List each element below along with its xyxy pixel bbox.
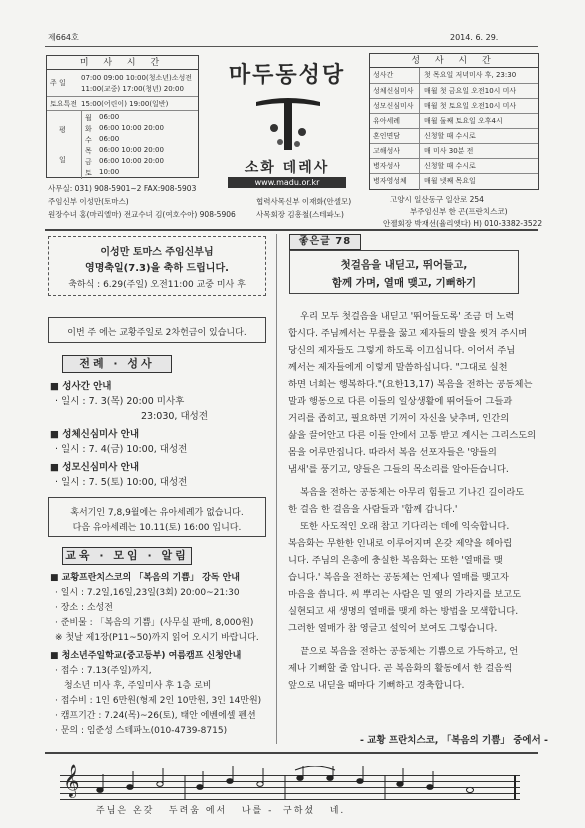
feast-line-3: 축하식 : 6.29(주일) 오전11:00 교중 미사 후 <box>68 280 246 290</box>
weekday-day: 목 <box>85 147 92 155</box>
parish-url[interactable]: www.madu.or.kr <box>228 177 346 188</box>
saturday-label: 토요특전 <box>50 100 78 108</box>
weekday-times: 10:00 <box>99 168 120 176</box>
reflection-line: 말과 행동으로 다른 이들의 일상생활에 뛰어들어 그들과 <box>288 396 513 407</box>
sunday-times-2: 11:00(교중) 17:00(청년) 20:00 <box>81 85 184 93</box>
liturgy-heading: 전례 · 성사 <box>62 355 172 373</box>
camp-line: · 캠프기간 : 7.24(목)~26(토), 태안 에벤에셀 펜션 <box>55 711 256 721</box>
reflection-line: 끝으로 복음을 전하는 공동체는 기쁨으로 가득하고, 언 <box>300 646 519 657</box>
camp-line: · 문의 : 임준성 스테파노(010-4739-8715) <box>55 726 228 736</box>
reflection-line: 당신의 제자들도 그렇게 하도록 이끄십니다. 이어서 주님 <box>288 345 516 356</box>
reflection-line: 또한 사도적인 오래 참고 기다리는 데에 익숙합니다. <box>300 521 510 532</box>
music-notes-icon <box>90 766 520 806</box>
book-reading-title: ■ 교황프란치스코의 「복음의 기쁨」 강독 안내 <box>50 573 240 583</box>
weekday-times: 06:00 <box>99 135 120 143</box>
edu-heading: 교육 · 모임 · 알림 <box>62 547 192 565</box>
reflection-line: 께서는 제자들에게 이렇게 말씀하십니다. "그대로 실천 <box>288 362 508 373</box>
reflection-line: 제나 기뻐할 줄 압니다. 곧 복음화의 활동에서 한 걸음씩 <box>288 663 513 674</box>
sacrament-value: 매월 둘째 토요일 오후4시 <box>424 117 503 125</box>
mass-times-title: 미 사 시 간 <box>47 56 198 70</box>
sisters: 원장수녀 홍(마리엘마) 전교수녀 김(여호수아) 908-5906 <box>48 210 236 219</box>
reflection-title-box <box>289 250 519 294</box>
bottom-divider <box>45 752 538 754</box>
women-chair: 안젤회장 박재선(율리엣다) H) 010-3382-3522 <box>383 219 543 228</box>
saturday-times: 15:00(어린이) 19:00(일반) <box>81 100 169 108</box>
coop-priest: 협력사목신부 이재화(안셀모) <box>256 197 352 206</box>
reflection-line: 한 걸음 한 걸음을 사람들과 '함께 갑니다.' <box>288 504 458 515</box>
feast-box <box>48 236 266 296</box>
weekday-label-a: 평 <box>59 126 66 134</box>
office-phone: 사무실: 031) 908-5901~2 FAX:908-5903 <box>48 184 197 193</box>
sacrament-label: 성모신심미사 <box>373 102 414 110</box>
weekday-times: 06:00 10:00 20:00 <box>99 157 164 165</box>
camp-line: 청소년 미사 후, 주일미사 후 1층 로비 <box>64 681 212 691</box>
assistant-priest: 부주임신부 한 곤(프란치스코) <box>410 207 508 216</box>
liturgy-item-line: · 일시 : 7. 4(금) 10:00, 대성전 <box>55 444 188 455</box>
weekday-day: 토 <box>85 169 92 177</box>
treble-clef-icon: 𝄞 <box>63 764 80 797</box>
weekday-times: 06:00 10:00 20:00 <box>99 146 164 154</box>
sacrament-value: 신청할 때 수시로 <box>424 162 476 170</box>
sacrament-label: 병자영성체 <box>373 177 407 185</box>
summer-notice-box <box>48 497 266 537</box>
sacrament-times-box <box>369 53 539 190</box>
weekday-day: 화 <box>85 125 92 133</box>
notice-text: 이번 주 에는 교황주일로 2차헌금이 있습니다. <box>67 328 247 338</box>
reflection-line: 삶을 끌어안고 다른 이들 안에서 고통 받고 계시는 그리스도의 <box>288 430 537 441</box>
reflection-line: 거리를 좁히고, 필요하면 기꺼이 자신을 낮추며, 인간의 <box>288 413 510 424</box>
top-divider <box>45 229 538 231</box>
camp-line: · 접수 : 7.13(주일)까지, <box>55 666 152 676</box>
book-reading-line: ※ 첫날 제1장(P11~50)까지 읽어 오시기 바랍니다. <box>55 633 259 643</box>
sacrament-label: 병자성사 <box>373 162 401 170</box>
reflection-title-2: 함께 가며, 열매 맺고, 기뻐하기 <box>331 277 477 289</box>
liturgy-item-line: · 일시 : 7. 3(목) 20:00 미사후 <box>55 396 185 407</box>
feast-line-1: 이성만 토마스 주임신부님 <box>100 247 214 258</box>
weekday-day: 월 <box>85 114 92 122</box>
book-reading-line: · 장소 : 소성전 <box>55 603 113 613</box>
cross-logo-icon <box>252 92 324 154</box>
liturgy-item-title: ■ 성사간 안내 <box>50 381 112 392</box>
reflection-line: 습니다.' 복음을 전하는 공동체는 언제나 열매를 맺고자 <box>288 572 509 583</box>
book-reading-line: · 준비물 : 「복음의 기쁨」(사무실 판매, 8,000원) <box>55 618 254 628</box>
reflection-line: 니다. 주님의 은총에 충실한 복음화는 또한 '열매를 맺 <box>288 555 503 566</box>
reflection-line: 그러한 열매가 참 영글고 설익어 보여도 그렇습니다. <box>288 623 498 634</box>
mass-times-box <box>46 55 199 178</box>
sacrament-value: 신청할 때 수시로 <box>424 132 476 140</box>
sacrament-label: 성사간 <box>373 71 394 79</box>
reflection-source: - 교황 프란치스코, 「복음의 기쁨」 중에서 - <box>360 735 548 746</box>
pastor: 주임신부 이성만(토마스) <box>48 197 129 206</box>
reflection-line: 우리 모두 첫걸음을 내딛고 '뛰어들도록' 조금 더 노력 <box>300 311 515 322</box>
column-divider <box>276 234 277 744</box>
sacrament-label: 혼인면담 <box>373 132 401 140</box>
weekday-day: 금 <box>85 158 92 166</box>
sacrament-value: 매월 첫 금요일 오전10시 미사 <box>424 87 517 95</box>
weekday-times: 06:00 <box>99 113 120 121</box>
issue-number: 제664호 <box>48 33 79 42</box>
summer-line-1: 혹서기인 7,8,9월에는 유아세례가 없습니다. <box>70 508 244 518</box>
reflection-line: 실현되고 새 생명의 열매를 맺게 하는 방법을 모색합니다. <box>288 606 519 617</box>
header-rule <box>45 46 538 47</box>
sacrament-times-title: 성 사 시 간 <box>370 54 538 68</box>
sacrament-value: 매월 넷째 목요일 <box>424 177 476 185</box>
issue-date: 2014. 6. 29. <box>450 33 499 42</box>
council-chair: 사목회장 김흥철(스테파노) <box>256 210 344 219</box>
reflection-line: 몸을 어루만집니다. 따라서 복음 선포자들은 '양들의 <box>288 447 497 458</box>
reflection-line: 복음을 전하는 공동체는 아무리 힘들고 기나긴 길이라도 <box>300 487 525 498</box>
parish-address: 고양시 일산동구 일산로 254 <box>390 195 484 204</box>
reflection-body <box>288 308 537 694</box>
liturgy-item-title: ■ 성체신심미사 안내 <box>50 429 140 440</box>
sacrament-label: 유아세례 <box>373 117 401 125</box>
sunday-times-1: 07:00 09:00 10:00(청소년)소성전 <box>81 74 193 82</box>
reflection-line: 냄새'를 풍기고, 양들은 그들의 목소리를 알아듣습니다. <box>288 464 509 475</box>
sacrament-value: 매월 첫 토요일 오전10시 미사 <box>424 102 517 110</box>
summer-line-2: 다음 유아세례는 10.11(토) 16:00 입니다. <box>72 523 242 533</box>
liturgy-item-line: · 일시 : 7. 5(토) 10:00, 대성전 <box>55 477 188 488</box>
reflection-line: 앞으로 내딛을 때마다 기뻐하고 경축합니다. <box>288 680 465 691</box>
liturgy-item-title: ■ 성모신심미사 안내 <box>50 462 140 473</box>
sunday-label: 주 일 <box>50 79 66 87</box>
reflection-line: 하면 너희는 행복하다."(요한13,17) 복음을 전하는 공동체는 <box>288 379 533 390</box>
reflection-tag: 좋은글 78 <box>289 234 361 250</box>
liturgy-item-line: 23:030, 대성전 <box>141 411 208 422</box>
reflection-line: 복음화는 무한한 인내로 이루어지며 온갖 제약을 헤아립 <box>288 538 513 549</box>
reflection-line: 마음을 씁니다. 씨 뿌리는 사람은 밀 옆의 가라지를 보고도 <box>288 589 522 600</box>
sacrament-label: 성체신심미사 <box>373 87 414 95</box>
camp-title: ■ 청소년주일학교(중고등부) 여름캠프 신청안내 <box>50 651 242 661</box>
sacrament-value: 첫 목요일 저녁미사 후, 23:30 <box>424 71 517 79</box>
reflection-line: 합시다. 주님께서는 무릎을 꿇고 제자들의 발을 씻겨 주시며 <box>288 328 528 339</box>
feast-line-2: 영명축일(7.3)을 축하 드립니다. <box>85 263 229 274</box>
camp-line: · 접수비 : 1인 6만원(형제 2인 10만원, 3인 14만원) <box>55 696 262 706</box>
song-lyrics: 주님은 온갖 두려움 에서 나를 - 구하셨 네. <box>96 806 346 816</box>
sacrament-label: 고해성사 <box>373 147 401 155</box>
reflection-title-1: 첫걸음을 내딛고, 뛰어들고, <box>340 259 468 271</box>
parish-name: 마두동성당 <box>228 63 346 88</box>
weekday-times: 06:00 10:00 20:00 <box>99 124 164 132</box>
sacrament-value: 매 미사 30분 전 <box>424 147 474 155</box>
weekday-day: 수 <box>85 136 92 144</box>
book-reading-line: · 일시 : 7.2일,16일,23일(3회) 20:00~21:30 <box>55 588 240 598</box>
parish-patron: 소화 데레사 <box>244 160 330 176</box>
weekday-label-b: 일 <box>59 156 66 164</box>
notice-box <box>48 317 266 343</box>
